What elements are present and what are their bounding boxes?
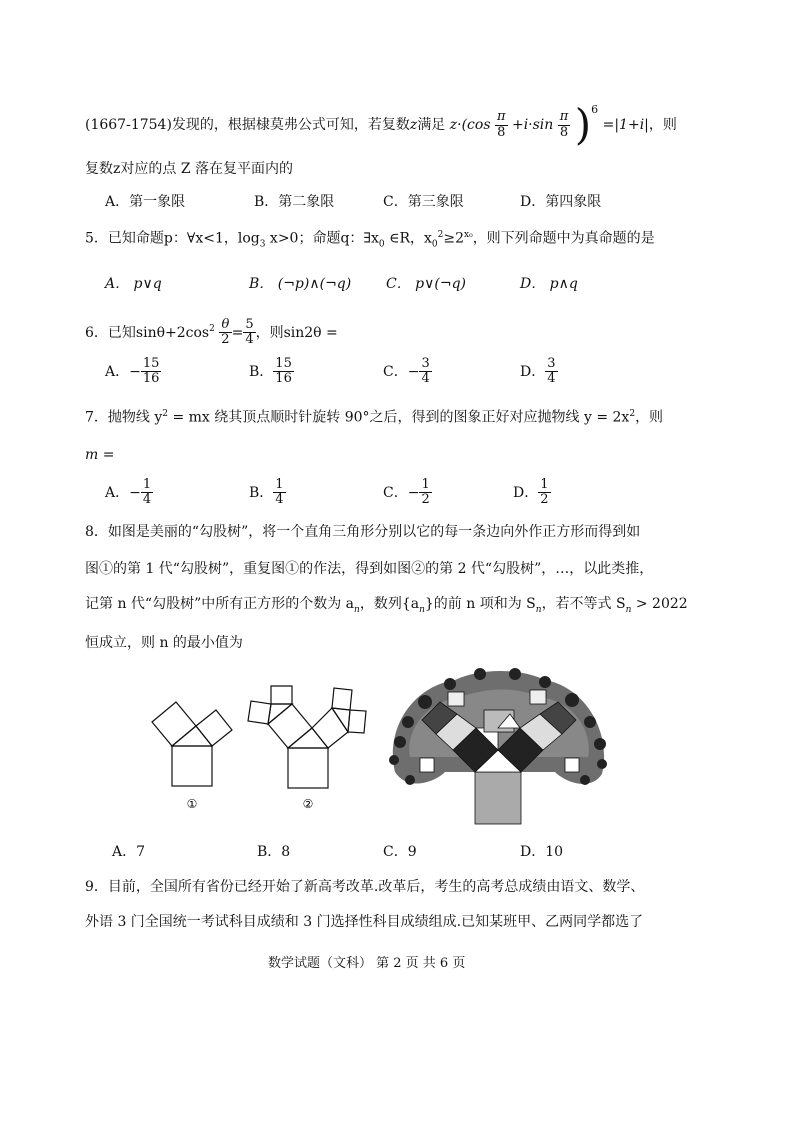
q4-option-d: D．第四象限 (520, 194, 602, 210)
q5-option-b: B． (¬p)∧(¬q) (249, 276, 352, 292)
q7-line2: m = (85, 447, 115, 463)
q8-option-c: C．9 (383, 844, 417, 860)
q8-figure-2 (238, 676, 368, 811)
fig1-left-square (152, 702, 196, 746)
q4-option-c: C．第三象限 (383, 194, 464, 210)
q4-z: z (409, 117, 418, 133)
q4-plus-i-sin: +i·sin (511, 117, 554, 133)
q4-line1-mid: 满足 (417, 117, 446, 133)
fig2-left-sq-a (248, 701, 271, 724)
fig1-right-square (196, 710, 232, 746)
q4-line1-suffix: ，则 (648, 117, 677, 133)
q4-line1-prefix: (1667-1754)发现的，根据棣莫弗公式可知，若复数 (85, 117, 410, 133)
fig1-base-square (172, 746, 212, 786)
q7-option-d: D． $\frac{1}{2}$ (513, 477, 549, 508)
q8-option-d: D．10 (520, 844, 564, 860)
q6-frac-theta: $\frac{\theta}{2}$ (221, 317, 230, 348)
q6-option-a: A．− $\frac{15}{16}$ (105, 356, 160, 387)
q8-line2: 图①的第 1 代“勾股树”，重复图①的作法，得到如图②的第 2 代“勾股树”，…，以此类推， (85, 561, 654, 577)
q4-formula (449, 100, 649, 149)
q4-option-b: B．第二象限 (254, 194, 335, 210)
q4-exponent: 6 (591, 103, 599, 116)
q6-option-c: C．− $\frac{3}{4}$ (383, 356, 430, 387)
fig2-right-square (312, 708, 348, 748)
fig2-left-square (268, 704, 312, 748)
q8-figure-3-tree (380, 662, 620, 832)
q9-line2: 外语 3 门全国统一考试科目成绩和 3 门选择性科目成绩组成.已知某班甲、乙两同学都选了 (85, 914, 644, 930)
q8-line3: 记第 n 代“勾股树”中所有正方形的个数为 $a_n$，数列$\{a_n\}$的前 n 项和为 $S_n$，若不等式 $S_n > 2022$ (85, 596, 688, 615)
q6-stem: 6．已知$\sin\theta+2\cos^2$ $\frac{\theta}{2}$ = $\frac{5}{4}$ ，则sin2θ = (85, 317, 338, 348)
q8-line4: 恒成立，则 n 的最小值为 (85, 635, 243, 651)
q8-option-b: B．8 (257, 844, 291, 860)
fig2-right-sq-b (348, 710, 366, 733)
fig1-label: ① (186, 797, 198, 811)
q5-option-d: D． p∧q (520, 276, 578, 292)
fig2-left-sq-b (271, 686, 292, 704)
q7-option-c: C．− $\frac{1}{2}$ (383, 477, 430, 508)
q8-option-a: A．7 (112, 844, 146, 860)
q7-option-a: A．− $\frac{1}{4}$ (105, 477, 152, 508)
q7-option-b: B． $\frac{1}{4}$ (249, 477, 284, 508)
q8-figure-1 (145, 688, 245, 813)
q4-close-paren: ) (574, 100, 592, 149)
q4-option-a: A．第一象限 (105, 194, 186, 210)
q6-option-d: D． $\frac{3}{4}$ (520, 356, 556, 387)
q4-line1 (85, 100, 677, 149)
q4-frac-1: $\frac{\pi}{8}$ (496, 109, 506, 140)
fig2-right-tri (332, 708, 350, 732)
q7-stem: 7．抛物线 $y^2$ = mx 绕其顶点顺时针旋转 90°之后，得到的图象正好对应抛物线 $y = 2x^2$，则 (85, 409, 664, 426)
q6-option-b: B． $\frac{15}{16}$ (249, 356, 292, 387)
q4-rhs: =|1+i| (602, 117, 649, 133)
q4-line2: 复数z对应的点 Z 落在复平面内的 (85, 161, 294, 177)
q8-line1: 8．如图是美丽的“勾股树”，将一个直角三角形分别以它的每一条边向外作正方形而得到如 (85, 524, 641, 540)
page-footer: 数学试题（文科） 第 2 页 共 6 页 (268, 956, 466, 971)
q4-expr: z·(cos (449, 117, 491, 133)
fig2-label: ② (302, 797, 314, 811)
q5-option-a: A． p∨q (105, 276, 162, 292)
q4-frac-2: $\frac{\pi}{8}$ (559, 109, 569, 140)
fig2-right-sq-a (332, 688, 352, 710)
fig2-base-square (288, 748, 328, 788)
q5-stem: 5．已知命题p：∀x<1，$\log_3 x>0$；命题q：$\exists x_0$ ∈R，$x_0^2\ge 2^{x_0}$，则下列命题中为真命题的是 (85, 230, 655, 250)
fig2-left-tri (268, 704, 292, 724)
q5-option-c: C． p∨(¬q) (386, 276, 466, 292)
q9-line1: 9．目前，全国所有省份已经开始了新高考改革.改革后，考生的高考总成绩由语文、数学、 (85, 879, 645, 895)
q6-frac-five-fourths: $\frac{5}{4}$ (245, 317, 254, 348)
